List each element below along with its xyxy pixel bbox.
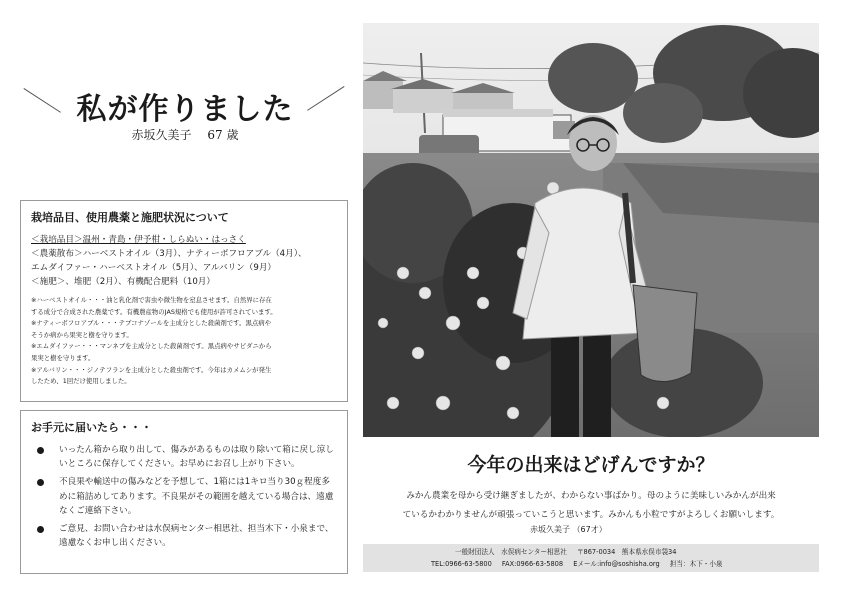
note-line: ※アルバリン・・・ジノテフランを主成分とした殺虫剤です。今年はカメムシが発生: [31, 365, 272, 374]
message-line: ているかわかりませんが頑張っていこうと思います。みかんも小粒ですがよろしくお願いします。: [402, 510, 780, 520]
title-area: [20, 80, 350, 150]
list-item-text: 不良果や輸送中の傷みなどを予想して、1箱には1キロ当り30ｇ程度多めに箱詰めしてあります。不良果がその範囲を越えている場合は、遠慮なくご連絡下さい。: [59, 477, 334, 516]
contact-footer: [363, 544, 819, 572]
note-line: ※ハーベストオイル・・・油と乳化剤で害虫や微生物を窒息させます。自然界に存在: [31, 296, 272, 304]
note-line: ※エムダイファー・・・マンネブを主成分とした殺菌剤です。黒点病やサビダニから: [31, 342, 272, 351]
farmer-photo: [363, 23, 819, 437]
producer-message: [363, 487, 819, 525]
bullet-icon: [37, 447, 44, 454]
cultivation-box: [20, 200, 348, 402]
delivery-box: [20, 410, 348, 574]
note-line: 果実と樹を守ります。: [31, 353, 95, 362]
photo-illustration: [363, 23, 819, 437]
bullet-icon: [37, 526, 44, 533]
author-line: [20, 126, 350, 143]
org-name: 一般財団法人 水俣病センター相思社: [455, 548, 567, 556]
page-title: 私が作りました: [76, 92, 294, 127]
note-line: そうか病から果実と樹を守ります。: [31, 330, 133, 339]
list-item-text: いったん箱から取り出して、傷みがあるものは取り除いて箱に戻し涼しいところに保存してください。お早めにお召し上がり下さい。: [59, 445, 334, 470]
fax-number: FAX:0966-63-5808: [501, 560, 564, 568]
signature-name: 赤坂久美子: [530, 525, 570, 534]
signature-age: （67才）: [572, 525, 607, 534]
note-line: ※ナティーボフロアブル・・・テブコナゾールを主成分とした殺菌剤です。黒点病や: [31, 319, 272, 328]
pesticide-notes: [31, 295, 337, 388]
delivery-list: [31, 443, 337, 550]
delivery-heading: お手元に届いたら・・・: [31, 421, 152, 434]
author-age: 67 歳: [207, 128, 239, 142]
list-item-text: ご意見、お問い合わせは水俣病センター相思社、担当木下・小泉まで、遠慮なくお申し出ください。: [59, 524, 334, 549]
signature: [530, 524, 607, 535]
note-line: する成分で合成された農薬です。有機農産物のJAS規格でも使用が許可されています。: [31, 307, 277, 316]
email-address: Eメール:info@soshisha.org: [573, 560, 660, 568]
bullet-icon: [37, 479, 44, 486]
message-line: みかん農業を母から受け継ぎましたが、わからない事ばかり。母のように美味しいみかんが出来: [406, 491, 776, 501]
org-address: 〒867-0034 熊本県水俣市袋34: [576, 548, 677, 556]
headline: 今年の出来はどげんですか？: [467, 454, 715, 476]
list-item: [31, 443, 337, 471]
list-item: [31, 522, 337, 550]
fertilizer-line: ＜施肥＞、堆肥（2月）、有機配合肥料（10月）: [31, 277, 215, 287]
author-name: 赤坂久美子: [131, 128, 192, 142]
note-line: したため、1回だけ使用しました。: [31, 377, 131, 386]
footer-row-address: [363, 546, 819, 558]
tel-number: TEL:0966-63-5800: [431, 560, 492, 568]
pesticide-line-1: ＜農薬散布＞ハーベストオイル（3月）、ナティーボフロアブル（4月）、: [31, 249, 307, 259]
list-item: [31, 475, 337, 518]
cultivation-heading: 栽培品目、使用農薬と施肥状況について: [31, 211, 229, 224]
footer-row-contact: [363, 558, 819, 570]
staff-contact: 担当：木下・小泉: [669, 560, 723, 568]
crop-list: ＜栽培品目＞温州・青島・伊予柑・しらぬい・はっさく: [31, 235, 246, 245]
pesticide-line-2: エムダイファー・ハーベストオイル（5月）、アルバリン（9月）: [31, 263, 277, 273]
